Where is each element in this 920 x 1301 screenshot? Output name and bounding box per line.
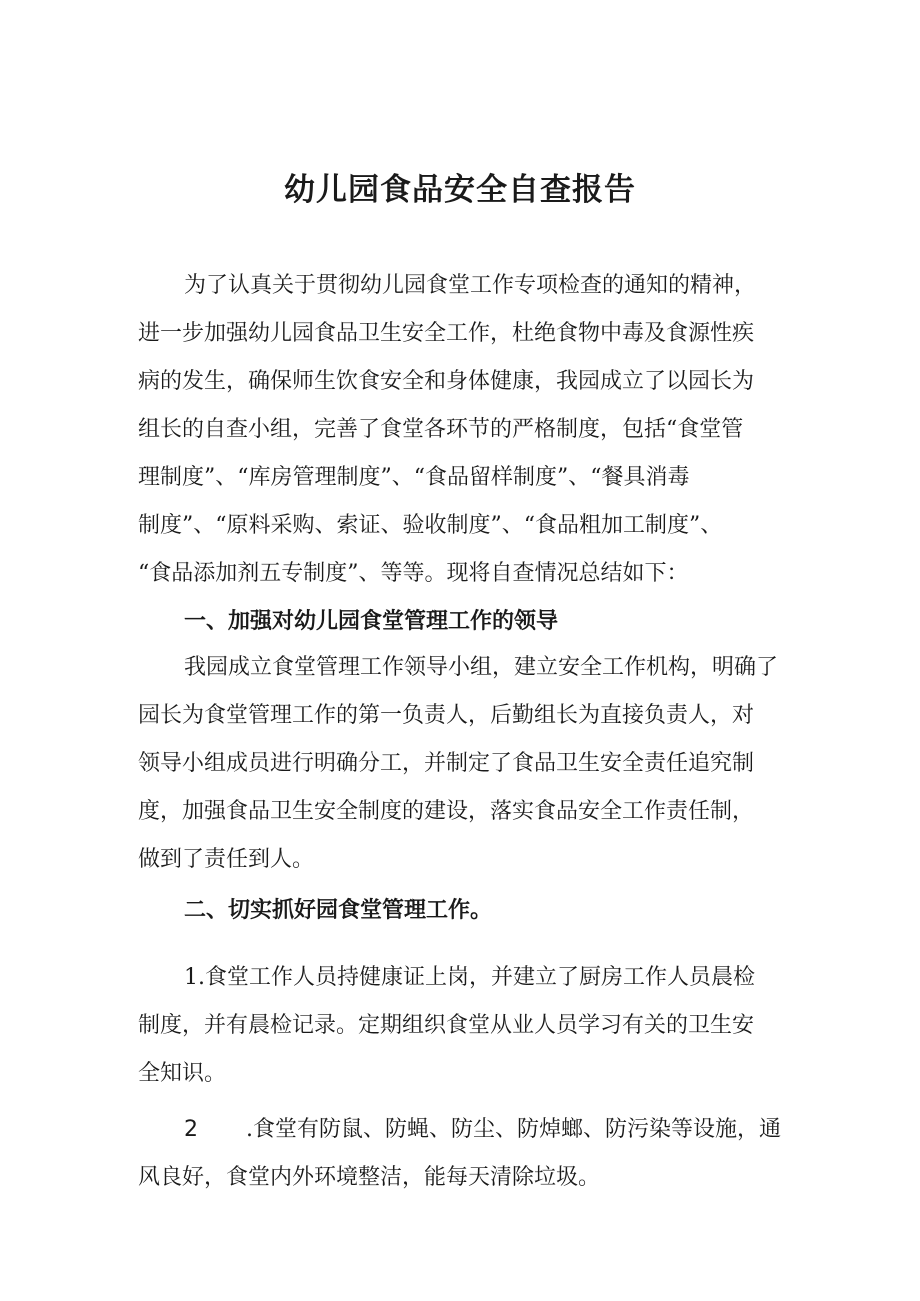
intro-line-1: 为了认真关于贯彻幼儿园食堂工作专项检查的通知的精神， — [184, 273, 757, 298]
section2-heading: 二、切实抓好园食堂管理工作。 — [184, 897, 493, 923]
item1-line-3: 全知识。 — [138, 1061, 227, 1086]
section1-line-3: 领导小组成员进行明确分工，并制定了食品卫生安全责任追究制 — [138, 751, 755, 776]
section2-item1-paragraph — [138, 954, 798, 1098]
item1-line-1: 1.食堂工作人员持健康证上岗，并建立了厨房工作人员晨检 — [184, 965, 755, 990]
item2-line-1 — [138, 1106, 798, 1154]
intro-line-2: 进一步加强幼儿园食品卫生安全工作，杜绝食物中毒及食源性疾 — [138, 321, 755, 346]
section2-item2-paragraph — [138, 1106, 798, 1202]
item1-line-2: 制度，并有晨检记录。定期组织食堂从业人员学习有关的卫生安 — [138, 1013, 755, 1038]
item2-number: 2 — [184, 1117, 198, 1142]
item2-line-1-text: .食堂有防鼠、防蝇、防尘、防焯螂、防污染等设施，通 — [246, 1117, 781, 1142]
section1-paragraph — [138, 644, 798, 884]
intro-line-6: 制度”、“原料采购、索证、验收制度”、“食品粗加工制度”、 — [138, 513, 723, 538]
section1-line-2: 园长为食堂管理工作的第一负责人，后勤组长为直接负责人，对 — [138, 703, 755, 728]
section1-heading: 一、加强对幼儿园食堂管理工作的领导 — [184, 609, 559, 634]
section1-line-5: 做到了责任到人。 — [138, 847, 315, 872]
intro-line-5: 理制度”、“库房管理制度”、“食品留样制度”、“餐具消毒 — [138, 465, 690, 490]
intro-line-7: “食品添加剂五专制度”、等等。现将自查情况总结如下： — [138, 561, 689, 586]
intro-line-3: 病的发生，确保师生饮食安全和身体健康，我园成立了以园长为 — [138, 369, 755, 394]
section1-line-1: 我园成立食堂管理工作领导小组，建立安全工作机构，明确了 — [184, 655, 779, 680]
item2-line-2: 风良好，食堂内外环境整洁，能每天清除垃圾。 — [138, 1165, 601, 1190]
section1-line-4: 度，加强食品卫生安全制度的建设，落实食品安全工作责任制， — [138, 799, 755, 824]
intro-paragraph — [138, 262, 798, 598]
document-title: 幼儿园食品安全自查报告 — [284, 172, 636, 208]
intro-line-4: 组长的自查小组，完善了食堂各环节的严格制度，包括“食堂管 — [138, 417, 744, 442]
